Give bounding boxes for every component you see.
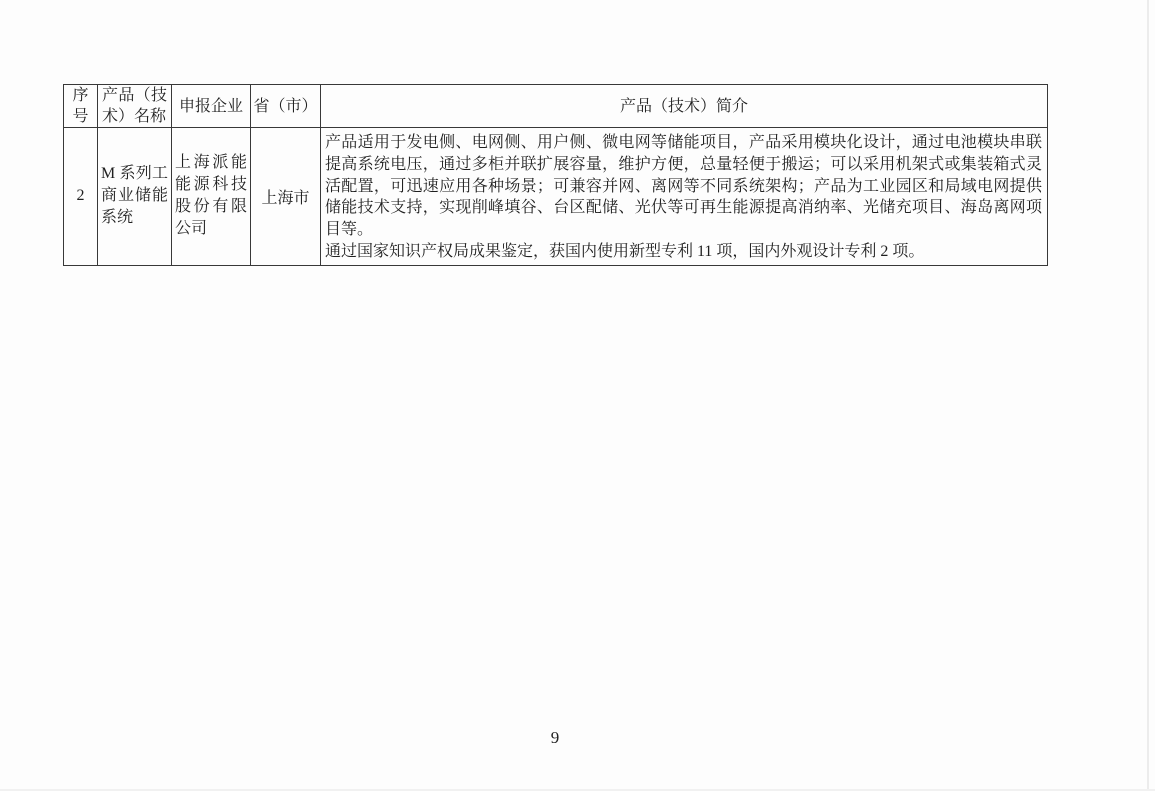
- table-row: [64, 128, 1048, 266]
- cell-company: 上海派能能源科技股份有限公司: [172, 128, 251, 266]
- scan-edge-right: [1147, 0, 1149, 791]
- page-number: 9: [550, 728, 560, 747]
- products-table: [63, 84, 1048, 266]
- cell-province: 上海市: [251, 128, 321, 266]
- cell-product-name: M 系列工商业储能系统: [98, 128, 172, 266]
- cell-description: [321, 128, 1048, 266]
- cell-serial-number: 2: [64, 128, 98, 266]
- col-header-company: 申报企业: [172, 85, 251, 128]
- description-paragraph: 通过国家知识产权局成果鉴定，获国内使用新型专利 11 项，国内外观设计专利 2 项。: [325, 242, 925, 260]
- table-header-row: [64, 85, 1048, 128]
- col-header-product-name: 产品（技术）名称: [98, 85, 172, 128]
- description-paragraph: 产品适用于发电侧、电网侧、用户侧、微电网等储能项目，产品采用模块化设计，通过电池模块串联提高系统电压，通过多柜并联扩展容量，维护方便，总量轻便于搬运；可以采用机架式或集装箱式灵活配置，可迅速应用各种场景；可兼容并网、离网等不同系统架构；产品为工业园区和局域电网提供储能技术支持，实现削峰填谷、台区配储、光伏等可再生能源提高消纳率、光储充项目、海岛离网项目等。: [325, 134, 1042, 239]
- col-header-index: 序号: [64, 85, 98, 128]
- col-header-province: 省（市）: [251, 85, 321, 128]
- col-header-description: 产品（技术）简介: [321, 85, 1048, 128]
